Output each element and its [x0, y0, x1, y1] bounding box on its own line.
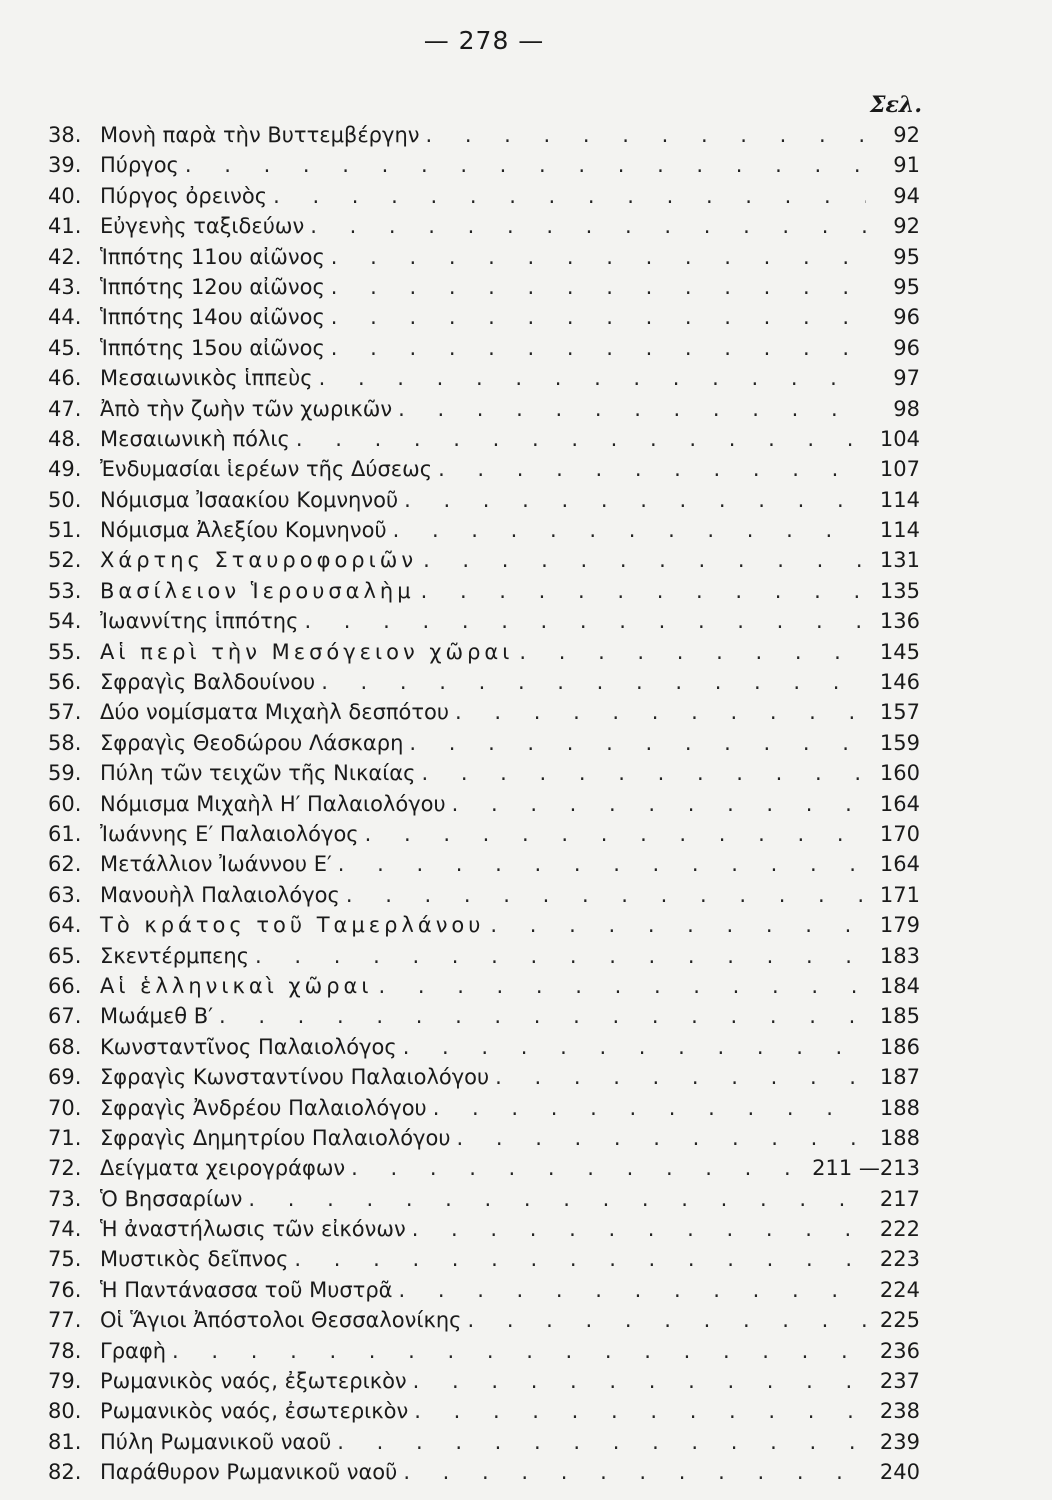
dot-leader [331, 302, 866, 332]
list-item [48, 211, 920, 241]
entry-page-number: 188 [879, 1125, 920, 1150]
entry-page-number: 92 [893, 214, 920, 239]
dot-leader [455, 697, 866, 727]
entry-page-number: 186 [879, 1034, 920, 1059]
entry-title: Ἱππότης 15ου αἰῶνος [100, 335, 325, 360]
entry-title: Σφραγὶς Θεοδώρου Λάσκαρη [100, 730, 404, 755]
dot-leader [346, 880, 866, 910]
list-item [48, 606, 920, 636]
list-item [48, 454, 920, 484]
list-item [48, 819, 920, 849]
list-item [48, 697, 920, 727]
dot-leader [255, 941, 866, 971]
entry-page-number: 239 [879, 1429, 920, 1454]
entry-number: 59. [48, 761, 82, 786]
entry-number: 66. [48, 973, 82, 998]
dot-leader [433, 1093, 866, 1123]
dot-leader [219, 1001, 866, 1031]
entry-page-number: 224 [879, 1277, 920, 1302]
entry-title: Ἀπὸ τὴν ζωὴν τῶν χωρικῶν [100, 396, 393, 421]
list-item [48, 1457, 920, 1487]
entry-page-number: 217 [879, 1186, 920, 1211]
list-item [48, 1093, 920, 1123]
dot-leader [338, 849, 866, 879]
entry-number: 49. [48, 457, 82, 482]
entry-number: 39. [48, 153, 82, 178]
entry-number: 43. [48, 274, 82, 299]
dot-leader [467, 1305, 866, 1335]
entry-number: 81. [48, 1429, 82, 1454]
entry-title: Μονὴ παρὰ τὴν Βυττεμβέργην [100, 123, 420, 147]
dot-leader [398, 394, 866, 424]
list-item [48, 1153, 920, 1183]
entry-title: Πύργος [100, 153, 179, 178]
entry-page-number: 104 [879, 426, 920, 451]
entry-title: Ἱππότης 11ου αἰῶνος [100, 244, 325, 269]
list-item [48, 637, 920, 667]
entry-title: Εὐγενὴς ταξιδεύων [100, 214, 305, 239]
entry-title: Μανουὴλ Παλαιολόγος [100, 882, 340, 907]
dot-leader [421, 576, 866, 606]
entry-number: 40. [48, 183, 82, 208]
dot-leader [310, 211, 866, 241]
entry-number: 74. [48, 1217, 82, 1242]
entry-page-number: 145 [879, 639, 920, 664]
entry-page-number: 222 [879, 1217, 920, 1242]
entry-title: Μετάλλιον Ἰωάννου Ε′ [100, 852, 332, 877]
entry-page-number: 171 [879, 882, 920, 907]
entry-page-number: 183 [879, 943, 920, 968]
entry-title: Κωνσταντῖνος Παλαιολόγος [100, 1034, 397, 1059]
entry-title: Μωάμεθ Β′ [100, 1004, 213, 1029]
list-item [48, 971, 920, 1001]
dot-leader [403, 1032, 866, 1062]
list-item [48, 758, 920, 788]
entry-number: 38. [48, 123, 82, 147]
entry-title: Μυστικὸς δεῖπνος [100, 1247, 289, 1272]
entry-title: Ἡ ἀναστήλωσις τῶν εἰκόνων [100, 1217, 406, 1242]
entry-number: 45. [48, 335, 82, 360]
dot-leader [331, 333, 866, 363]
entry-number: 70. [48, 1095, 82, 1120]
entry-title: Αἱ ἑλληνικαὶ χῶραι [100, 973, 373, 998]
entry-number: 44. [48, 305, 82, 330]
entry-title: Χάρτης Σταυροφοριῶν [100, 548, 418, 573]
entry-title: Πύργος ὀρεινὸς [100, 183, 268, 208]
entry-page-number: 94 [893, 183, 920, 208]
entry-title: Παράθυρον Ρωμανικοῦ ναοῦ [100, 1460, 398, 1485]
list-item [48, 1275, 920, 1305]
entry-page-number: 184 [879, 973, 920, 998]
entry-number: 60. [48, 791, 82, 816]
list-item [48, 1184, 920, 1214]
dot-leader [294, 1244, 866, 1274]
entry-number: 41. [48, 214, 82, 239]
entry-title: Ἱππότης 14ου αἰῶνος [100, 305, 325, 330]
page-column-header: Σελ. [870, 92, 923, 118]
entry-page-number: 136 [879, 609, 920, 634]
entry-title: Βασίλειον Ἱερουσαλὴμ [100, 578, 415, 603]
entry-page-number: 225 [879, 1308, 920, 1333]
entry-title: Αἱ περὶ τὴν Μεσόγειον χῶραι [100, 639, 514, 664]
entry-title: Μεσαιωνικὸς ἱππεὺς [100, 366, 313, 391]
entry-number: 79. [48, 1369, 82, 1394]
entry-page-number: 95 [893, 274, 920, 299]
list-item [48, 363, 920, 393]
entry-page-number: 211 —213 [812, 1156, 920, 1181]
entry-page-number: 236 [879, 1338, 920, 1363]
entry-page-number: 164 [879, 791, 920, 816]
entry-number: 56. [48, 670, 82, 695]
entry-page-number: 164 [879, 852, 920, 877]
entry-title: Σφραγὶς Βαλδουίνου [100, 670, 316, 695]
list-item [48, 1001, 920, 1031]
entry-number: 52. [48, 548, 82, 573]
list-item [48, 1427, 920, 1457]
entry-page-number: 185 [879, 1004, 920, 1029]
entry-page-number: 188 [879, 1095, 920, 1120]
entry-title: Γραφὴ [100, 1338, 167, 1363]
entry-number: 73. [48, 1186, 82, 1211]
entry-page-number: 92 [893, 123, 920, 147]
dot-leader [337, 1427, 866, 1457]
list-item [48, 1244, 920, 1274]
entry-page-number: 98 [893, 396, 920, 421]
entry-page-number: 223 [879, 1247, 920, 1272]
dot-leader [399, 1275, 867, 1305]
dot-leader [304, 606, 866, 636]
dot-leader [423, 545, 866, 575]
entry-number: 47. [48, 396, 82, 421]
list-item [48, 1396, 920, 1426]
entry-title: Νόμισμα Μιχαὴλ Η′ Παλαιολόγου [100, 791, 446, 816]
entry-number: 42. [48, 244, 82, 269]
entry-title: Δύο νομίσματα Μιχαὴλ δεσπότου [100, 700, 450, 725]
entry-number: 63. [48, 882, 82, 907]
dot-leader [296, 424, 866, 454]
list-item [48, 181, 920, 211]
list-item [48, 1123, 920, 1153]
list-item [48, 120, 920, 150]
entry-page-number: 107 [879, 457, 920, 482]
dot-leader [409, 728, 866, 758]
entry-number: 50. [48, 487, 82, 512]
entry-page-number: 237 [879, 1369, 920, 1394]
list-item [48, 1366, 920, 1396]
list-item [48, 1214, 920, 1244]
dot-leader [331, 242, 866, 272]
list-item [48, 302, 920, 332]
entry-page-number: 157 [879, 700, 920, 725]
entry-page-number: 179 [879, 913, 920, 938]
entry-page-number: 238 [879, 1399, 920, 1424]
dot-leader [273, 181, 866, 211]
entry-title: Πύλη Ρωμανικοῦ ναοῦ [100, 1429, 332, 1454]
dot-leader [425, 120, 866, 150]
list-item [48, 272, 920, 302]
dot-leader [457, 1123, 867, 1153]
entry-number: 46. [48, 366, 82, 391]
entry-page-number: 240 [879, 1460, 920, 1485]
dot-leader [412, 1214, 866, 1244]
illustrations-list [48, 120, 920, 1488]
entry-title: Ρωμανικὸς ναός, ἐσωτερικὸν [100, 1399, 409, 1424]
list-item [48, 150, 920, 180]
entry-number: 75. [48, 1247, 82, 1272]
entry-title: Ἰωαννίτης ἱππότης [100, 609, 299, 634]
entry-title: Πύλη τῶν τειχῶν τῆς Νικαίας [100, 761, 416, 786]
entry-number: 68. [48, 1034, 82, 1059]
entry-page-number: 114 [879, 518, 920, 543]
list-item [48, 576, 920, 606]
entry-title: Ἰωάννης Ε′ Παλαιολόγος [100, 821, 359, 846]
entry-title: Οἱ Ἅγιοι Ἀπόστολοι Θεσσαλονίκης [100, 1308, 462, 1333]
entry-number: 69. [48, 1065, 82, 1090]
entry-number: 78. [48, 1338, 82, 1363]
list-item [48, 728, 920, 758]
entry-title: Ἱππότης 12ου αἰῶνος [100, 274, 325, 299]
entry-number: 57. [48, 700, 82, 725]
list-item [48, 515, 920, 545]
list-item [48, 333, 920, 363]
list-item [48, 1305, 920, 1335]
entry-title: Νόμισμα Ἀλεξίου Κομνηνοῦ [100, 518, 387, 543]
dot-leader [452, 789, 866, 819]
entry-title: Ὁ Βησσαρίων [100, 1186, 243, 1211]
entry-title: Τὸ κράτος τοῦ Ταμερλάνου [100, 913, 485, 938]
dot-leader [404, 485, 866, 515]
entry-number: 72. [48, 1156, 82, 1181]
list-item [48, 941, 920, 971]
entry-title: Μεσαιωνικὴ πόλις [100, 426, 290, 451]
entry-title: Σφραγὶς Δημητρίου Παλαιολόγου [100, 1125, 451, 1150]
entry-number: 48. [48, 426, 82, 451]
list-item [48, 880, 920, 910]
entry-number: 55. [48, 639, 82, 664]
dot-leader [331, 272, 866, 302]
entry-number: 77. [48, 1308, 82, 1333]
entry-number: 64. [48, 913, 82, 938]
entry-number: 65. [48, 943, 82, 968]
list-item [48, 394, 920, 424]
list-item [48, 424, 920, 454]
entry-title: Δείγματα χειρογράφων [100, 1156, 346, 1181]
entry-page-number: 114 [879, 487, 920, 512]
entry-page-number: 170 [879, 821, 920, 846]
entry-page-number: 146 [879, 670, 920, 695]
list-item [48, 485, 920, 515]
entry-number: 58. [48, 730, 82, 755]
dot-leader [438, 454, 866, 484]
dot-leader [319, 363, 866, 393]
dot-leader [393, 515, 866, 545]
entry-page-number: 131 [879, 548, 920, 573]
entry-page-number: 187 [879, 1065, 920, 1090]
list-item [48, 1336, 920, 1366]
entry-number: 80. [48, 1399, 82, 1424]
entry-number: 76. [48, 1277, 82, 1302]
dot-leader [421, 758, 866, 788]
entry-number: 54. [48, 609, 82, 634]
entry-page-number: 160 [879, 761, 920, 786]
dot-leader [495, 1062, 866, 1092]
entry-number: 61. [48, 821, 82, 846]
entry-title: Σφραγὶς Κωνσταντίνου Παλαιολόγου [100, 1065, 490, 1090]
dot-leader [365, 819, 866, 849]
entry-title: Σκεντέρμπεης [100, 943, 250, 968]
entry-title: Νόμισμα Ἰσαακίου Κομνηνοῦ [100, 487, 399, 512]
page-number: — 278 — [423, 26, 545, 55]
dot-leader [490, 910, 866, 940]
list-item [48, 910, 920, 940]
entry-number: 53. [48, 578, 82, 603]
list-item [48, 789, 920, 819]
entry-number: 51. [48, 518, 82, 543]
list-item [48, 1032, 920, 1062]
dot-leader [413, 1366, 866, 1396]
dot-leader [185, 150, 866, 180]
entry-number: 62. [48, 852, 82, 877]
entry-title: Σφραγὶς Ἀνδρέου Παλαιολόγου [100, 1095, 427, 1120]
list-item [48, 667, 920, 697]
dot-leader [519, 637, 866, 667]
dot-leader [172, 1336, 866, 1366]
entry-page-number: 96 [893, 335, 920, 360]
entry-page-number: 97 [893, 366, 920, 391]
entry-page-number: 91 [893, 153, 920, 178]
entry-number: 82. [48, 1460, 82, 1485]
list-item [48, 545, 920, 575]
dot-leader [403, 1457, 866, 1487]
list-item [48, 849, 920, 879]
entry-page-number: 95 [893, 244, 920, 269]
dot-leader [414, 1396, 866, 1426]
entry-page-number: 96 [893, 305, 920, 330]
dot-leader [379, 971, 867, 1001]
dot-leader [351, 1153, 808, 1183]
entry-number: 67. [48, 1004, 82, 1029]
entry-title: Ἡ Παντάνασσα τοῦ Μυστρᾶ [100, 1277, 393, 1302]
entry-number: 71. [48, 1125, 82, 1150]
entry-title: Ρωμανικὸς ναός, ἐξωτερικὸν [100, 1369, 407, 1394]
dot-leader [321, 667, 866, 697]
list-item [48, 242, 920, 272]
list-item [48, 1062, 920, 1092]
entry-page-number: 135 [879, 578, 920, 603]
entry-title: Ἐνδυμασίαι ἱερέων τῆς Δύσεως [100, 457, 433, 482]
entry-page-number: 159 [879, 730, 920, 755]
dot-leader [248, 1184, 866, 1214]
